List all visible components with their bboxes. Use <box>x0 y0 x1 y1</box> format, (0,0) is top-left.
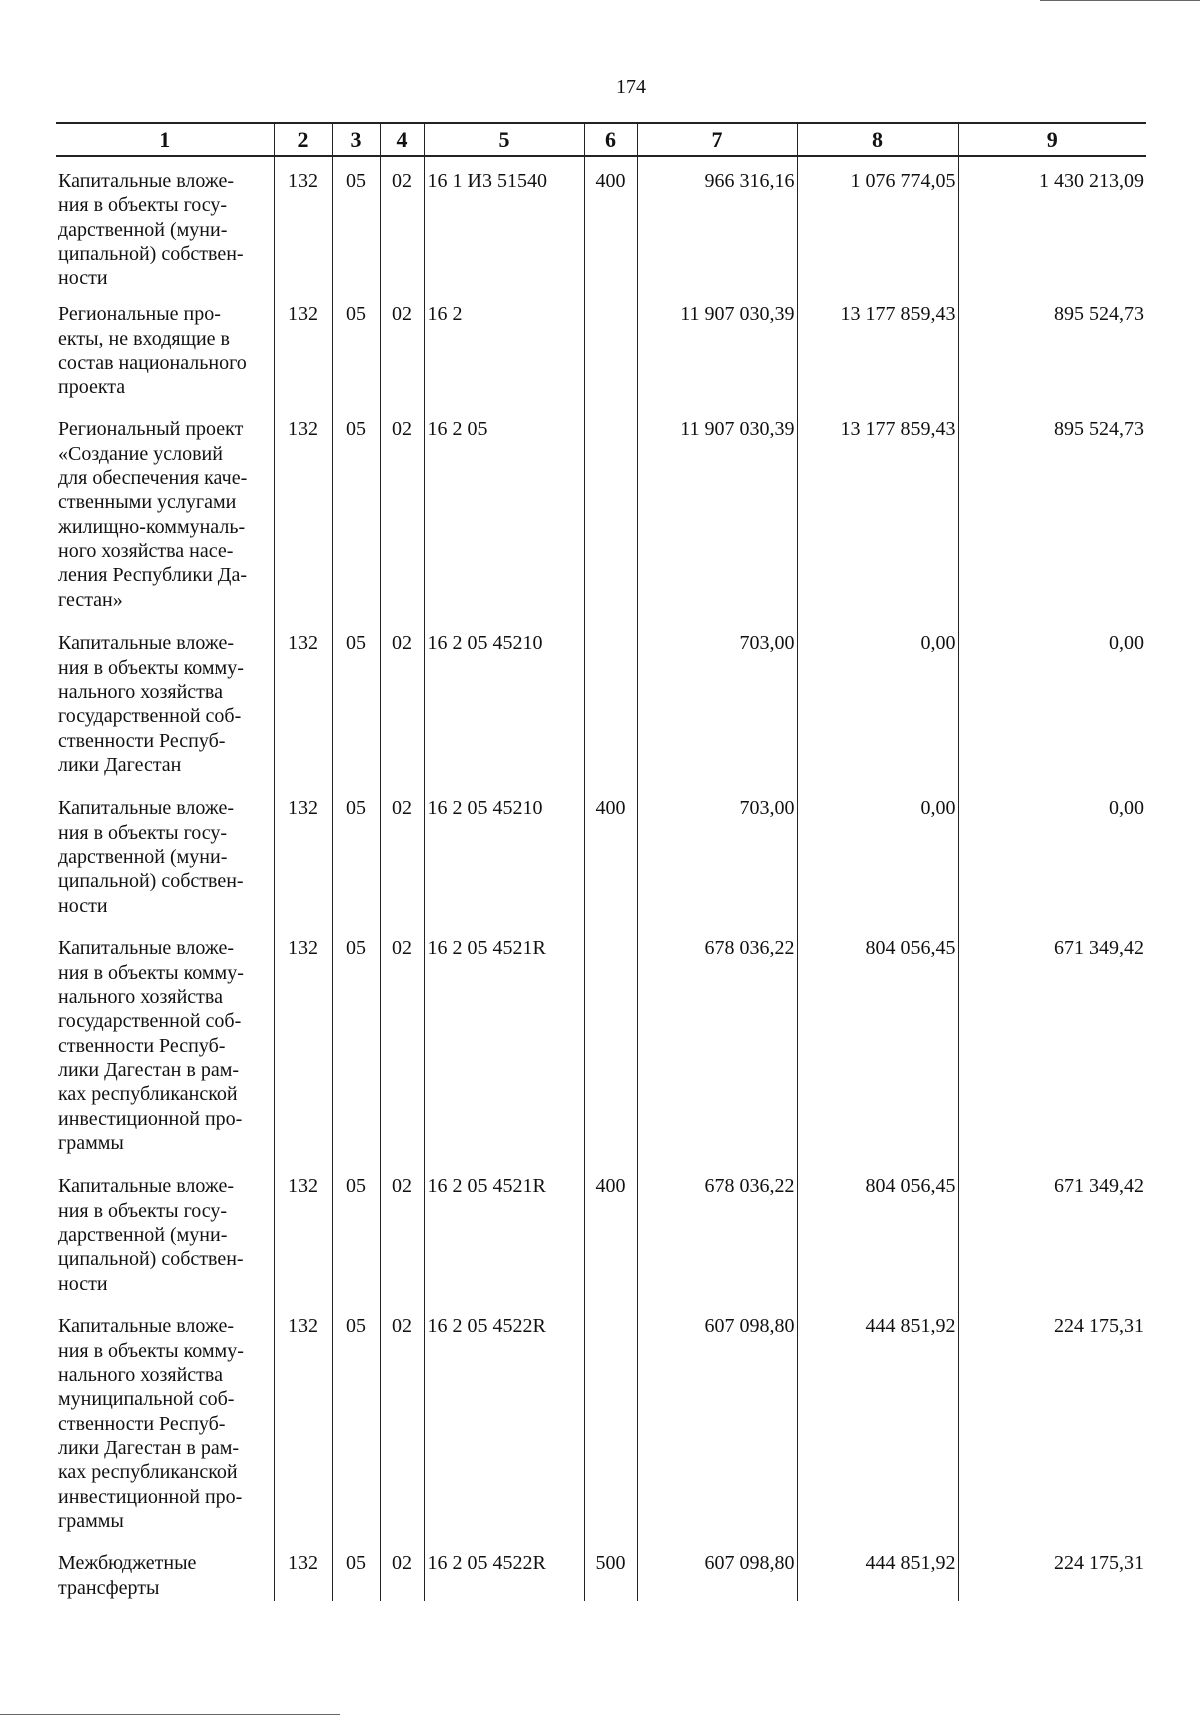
cell-c5: 16 2 05 <box>424 405 584 619</box>
cell-c6 <box>584 924 637 1162</box>
cell-c2: 132 <box>274 784 332 924</box>
row-description: Капитальные вложе- ния в объекты комму- нального хозяйства государственной соб- ственности Респуб- лики Дагестан <box>58 632 244 776</box>
col-header-6: 6 <box>584 123 637 156</box>
row-description: Региональный проект «Создание условий для обеспечения каче- ственными услугами жилищно-коммуналь- ного хозяйства насе- ления Республики Да- гестан» <box>58 418 248 611</box>
cell-c5: 16 2 05 45210 <box>424 619 584 784</box>
cell-c9: 0,00 <box>958 784 1146 924</box>
cell-c5: 16 2 05 4522R <box>424 1302 584 1539</box>
cell-c5: 16 2 05 4521R <box>424 1162 584 1302</box>
row-description: Капитальные вложе- ния в объекты комму- нального хозяйства государственной соб- ственности Респуб- лики Дагестан в рам- ках республиканской инвестиционной про- граммы <box>58 937 244 1154</box>
cell-c2: 132 <box>274 156 332 290</box>
cell-c7: 11 907 030,39 <box>637 290 797 405</box>
row-description: Капитальные вложе- ния в объекты госу- дарственной (муни- ципальной) собствен- ности <box>58 170 244 290</box>
cell-c8: 804 056,45 <box>797 1162 958 1302</box>
cell-c7: 966 316,16 <box>637 156 797 290</box>
row-description: Региональные про- екты, не входящие в состав национального проекта <box>58 303 247 399</box>
cell-c4: 02 <box>380 784 424 924</box>
cell-c9: 895 524,73 <box>958 405 1146 619</box>
cell-c3: 05 <box>332 156 380 290</box>
cell-c8: 13 177 859,43 <box>797 405 958 619</box>
cell-c5: 16 2 05 4521R <box>424 924 584 1162</box>
cell-c8: 804 056,45 <box>797 924 958 1162</box>
cell-c4: 02 <box>380 1302 424 1539</box>
cell-c8: 444 851,92 <box>797 1539 958 1601</box>
cell-c3: 05 <box>332 619 380 784</box>
col-header-4: 4 <box>380 123 424 156</box>
cell-c3: 05 <box>332 924 380 1162</box>
col-header-2: 2 <box>274 123 332 156</box>
cell-c9: 0,00 <box>958 619 1146 784</box>
table-row <box>56 924 1146 1162</box>
cell-c7: 703,00 <box>637 784 797 924</box>
cell-c6 <box>584 290 637 405</box>
col-header-3: 3 <box>332 123 380 156</box>
cell-c3: 05 <box>332 1302 380 1539</box>
cell-c7: 703,00 <box>637 619 797 784</box>
row-description: Капитальные вложе- ния в объекты госу- дарственной (муни- ципальной) собствен- ности <box>58 1175 244 1295</box>
cell-c4: 02 <box>380 619 424 784</box>
table-row <box>56 290 1146 405</box>
cell-c8: 444 851,92 <box>797 1302 958 1539</box>
cell-c7: 607 098,80 <box>637 1302 797 1539</box>
cell-c3: 05 <box>332 1539 380 1601</box>
budget-table <box>56 122 1146 1601</box>
col-header-8: 8 <box>797 123 958 156</box>
cell-c6 <box>584 1302 637 1539</box>
cell-c9: 895 524,73 <box>958 290 1146 405</box>
cell-c6 <box>584 619 637 784</box>
col-header-7: 7 <box>637 123 797 156</box>
cell-c7: 11 907 030,39 <box>637 405 797 619</box>
cell-c5: 16 2 05 45210 <box>424 784 584 924</box>
cell-c4: 02 <box>380 405 424 619</box>
cell-c8: 0,00 <box>797 619 958 784</box>
table-row <box>56 784 1146 924</box>
cell-c3: 05 <box>332 784 380 924</box>
cell-c2: 132 <box>274 1162 332 1302</box>
cell-c3: 05 <box>332 405 380 619</box>
cell-c9: 1 430 213,09 <box>958 156 1146 290</box>
cell-c6: 400 <box>584 784 637 924</box>
cell-c5: 16 2 05 4522R <box>424 1539 584 1601</box>
cell-c6 <box>584 405 637 619</box>
cell-c3: 05 <box>332 1162 380 1302</box>
cell-c4: 02 <box>380 1539 424 1601</box>
scan-edge-line-top <box>1040 0 1200 1</box>
scan-edge-line-bottom <box>0 1714 340 1715</box>
cell-c8: 13 177 859,43 <box>797 290 958 405</box>
cell-c5: 16 1 И3 51540 <box>424 156 584 290</box>
col-header-1: 1 <box>56 123 274 156</box>
table-row <box>56 619 1146 784</box>
col-header-5: 5 <box>424 123 584 156</box>
cell-c2: 132 <box>274 290 332 405</box>
cell-c2: 132 <box>274 405 332 619</box>
cell-c9: 224 175,31 <box>958 1539 1146 1601</box>
table-row <box>56 1162 1146 1302</box>
cell-c6: 500 <box>584 1539 637 1601</box>
cell-c2: 132 <box>274 1302 332 1539</box>
cell-c2: 132 <box>274 619 332 784</box>
cell-c7: 678 036,22 <box>637 1162 797 1302</box>
cell-c7: 678 036,22 <box>637 924 797 1162</box>
cell-c8: 1 076 774,05 <box>797 156 958 290</box>
col-header-9: 9 <box>958 123 1146 156</box>
cell-c6: 400 <box>584 156 637 290</box>
table-row <box>56 405 1146 619</box>
row-description: Капитальные вложе- ния в объекты комму- нального хозяйства муниципальной соб- ственности Респуб- лики Дагестан в рам- ках республиканской инвестиционной про- граммы <box>58 1315 244 1532</box>
table-row <box>56 1539 1146 1601</box>
cell-c5: 16 2 <box>424 290 584 405</box>
cell-c4: 02 <box>380 924 424 1162</box>
cell-c6: 400 <box>584 1162 637 1302</box>
cell-c9: 671 349,42 <box>958 1162 1146 1302</box>
cell-c4: 02 <box>380 290 424 405</box>
cell-c2: 132 <box>274 924 332 1162</box>
cell-c4: 02 <box>380 156 424 290</box>
row-description: Межбюджетные трансферты <box>58 1552 197 1599</box>
table-row <box>56 1302 1146 1539</box>
cell-c2: 132 <box>274 1539 332 1601</box>
table-row <box>56 156 1146 290</box>
cell-c9: 671 349,42 <box>958 924 1146 1162</box>
cell-c4: 02 <box>380 1162 424 1302</box>
header-row <box>56 123 1146 156</box>
cell-c9: 224 175,31 <box>958 1302 1146 1539</box>
cell-c7: 607 098,80 <box>637 1539 797 1601</box>
cell-c8: 0,00 <box>797 784 958 924</box>
row-description: Капитальные вложе- ния в объекты госу- дарственной (муни- ципальной) собствен- ности <box>58 797 244 917</box>
page-number: 174 <box>616 76 646 98</box>
cell-c3: 05 <box>332 290 380 405</box>
